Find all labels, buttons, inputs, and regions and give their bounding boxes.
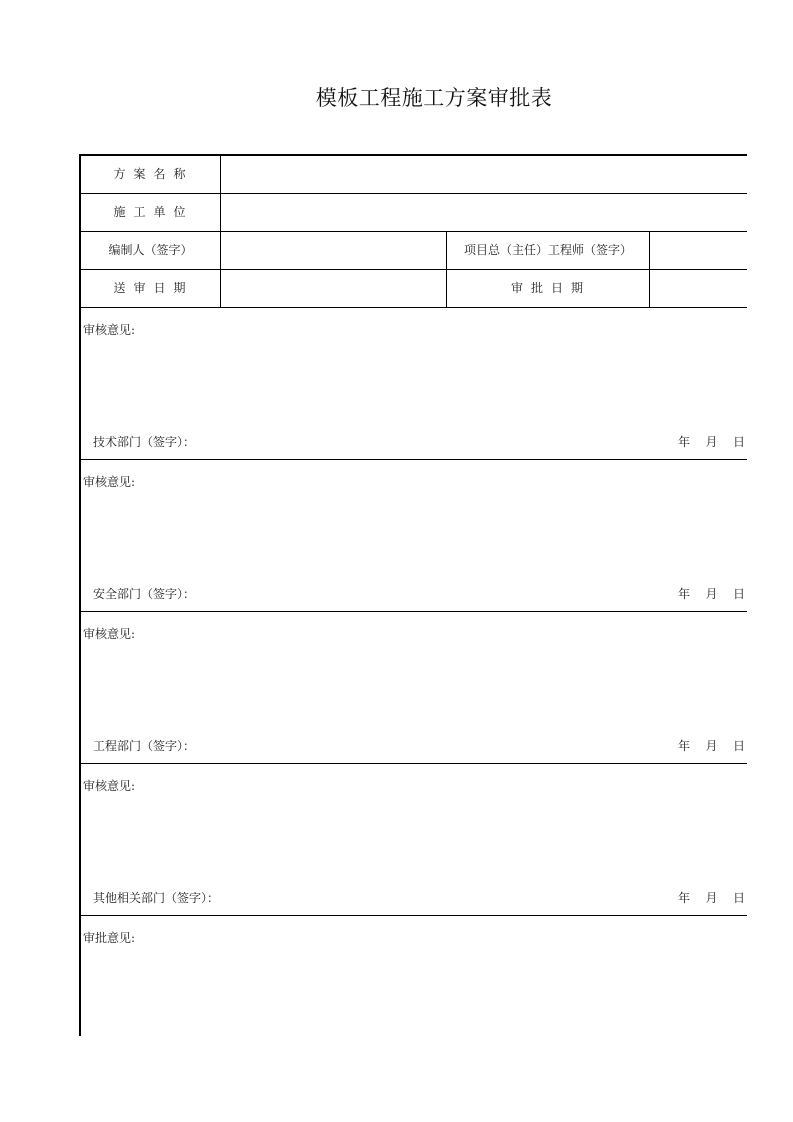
- review-opinion-heading: 审核意见:: [83, 627, 136, 641]
- document-title: 模板工程施工方案审批表: [315, 86, 553, 110]
- signature-date: [678, 737, 761, 754]
- year-label: 年: [678, 435, 691, 449]
- section-divider: [79, 915, 747, 916]
- chief-engineer-signature-label: 项目总（主任）工程师（签字）: [463, 243, 632, 257]
- review-opinion-area[interactable]: [82, 794, 747, 884]
- section-divider: [79, 611, 747, 612]
- review-opinion-heading: 审核意见:: [83, 323, 136, 337]
- approval-date-field[interactable]: [650, 270, 747, 307]
- submission-date-label: 送审日期: [113, 281, 194, 295]
- review-opinion-area[interactable]: [82, 490, 747, 580]
- signature-date: [678, 889, 761, 906]
- approval-opinion-area[interactable]: [82, 946, 747, 1036]
- compiler-signature-field[interactable]: [221, 232, 446, 269]
- section-divider: [79, 459, 747, 460]
- day-label: 日: [733, 587, 746, 601]
- signature-date: [678, 585, 761, 602]
- scheme-name-field[interactable]: [221, 156, 747, 193]
- submission-date-field[interactable]: [221, 270, 446, 307]
- safety-dept-signature-label: 安全部门（签字）：: [93, 587, 196, 601]
- year-label: 年: [678, 891, 691, 905]
- other-dept-signature-label: 其他相关部门（签字）：: [93, 891, 220, 905]
- month-label: 月: [705, 891, 718, 905]
- signature-date: [678, 433, 761, 450]
- day-label: 日: [733, 739, 746, 753]
- scheme-name-label: 方案名称: [113, 167, 194, 181]
- year-label: 年: [678, 739, 691, 753]
- approval-opinion-heading: 审批意见:: [83, 931, 136, 945]
- day-label: 日: [733, 891, 746, 905]
- review-opinion-area[interactable]: [82, 338, 747, 428]
- row-divider: [79, 307, 747, 308]
- construction-unit-field[interactable]: [221, 194, 747, 231]
- month-label: 月: [705, 435, 718, 449]
- review-opinion-area[interactable]: [82, 642, 747, 732]
- compiler-signature-label: 编制人（签字）: [108, 243, 193, 257]
- day-label: 日: [733, 435, 746, 449]
- engineering-dept-signature-label: 工程部门（签字）：: [93, 739, 196, 753]
- review-opinion-heading: 审核意见:: [83, 779, 136, 793]
- chief-engineer-signature-field[interactable]: [650, 232, 747, 269]
- month-label: 月: [705, 739, 718, 753]
- construction-unit-label: 施工单位: [113, 205, 194, 219]
- year-label: 年: [678, 587, 691, 601]
- review-opinion-heading: 审核意见:: [83, 475, 136, 489]
- approval-date-label: 审批日期: [510, 281, 591, 295]
- month-label: 月: [705, 587, 718, 601]
- section-divider: [79, 763, 747, 764]
- technical-dept-signature-label: 技术部门（签字）：: [93, 435, 196, 449]
